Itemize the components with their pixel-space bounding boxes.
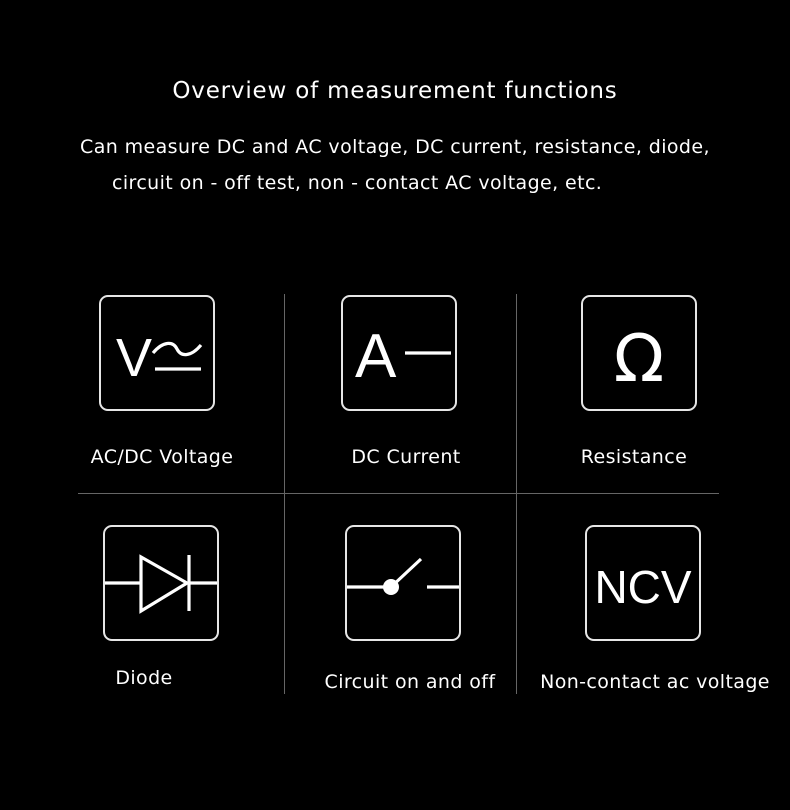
- switch-icon: [345, 525, 461, 641]
- svg-text:V: V: [116, 328, 153, 388]
- divider-vertical-1: [284, 294, 285, 694]
- label-non-contact-ac-voltage: Non-contact ac voltage: [540, 671, 770, 693]
- dc-current-icon: [341, 295, 457, 411]
- ncv-icon: [585, 525, 701, 641]
- description-line-1: Can measure DC and AC voltage, DC current, resistance, diode,: [80, 136, 710, 158]
- divider-horizontal: [78, 493, 719, 494]
- svg-text:Ω: Ω: [613, 320, 665, 397]
- description-line-2: circuit on - off test, non - contact AC voltage, etc.: [112, 172, 603, 194]
- divider-vertical-2: [516, 294, 517, 694]
- label-dc-current: DC Current: [351, 446, 461, 468]
- label-diode: Diode: [115, 667, 173, 689]
- diode-icon: [103, 525, 219, 641]
- label-ac-dc-voltage: AC/DC Voltage: [90, 446, 234, 468]
- ohm-icon: [581, 295, 697, 411]
- svg-text:NCV: NCV: [594, 561, 692, 613]
- label-circuit-on-off: Circuit on and off: [324, 671, 496, 693]
- label-resistance: Resistance: [580, 446, 688, 468]
- page-title: Overview of measurement functions: [172, 78, 618, 104]
- ac-dc-voltage-icon: [99, 295, 215, 411]
- svg-text:A: A: [355, 322, 397, 391]
